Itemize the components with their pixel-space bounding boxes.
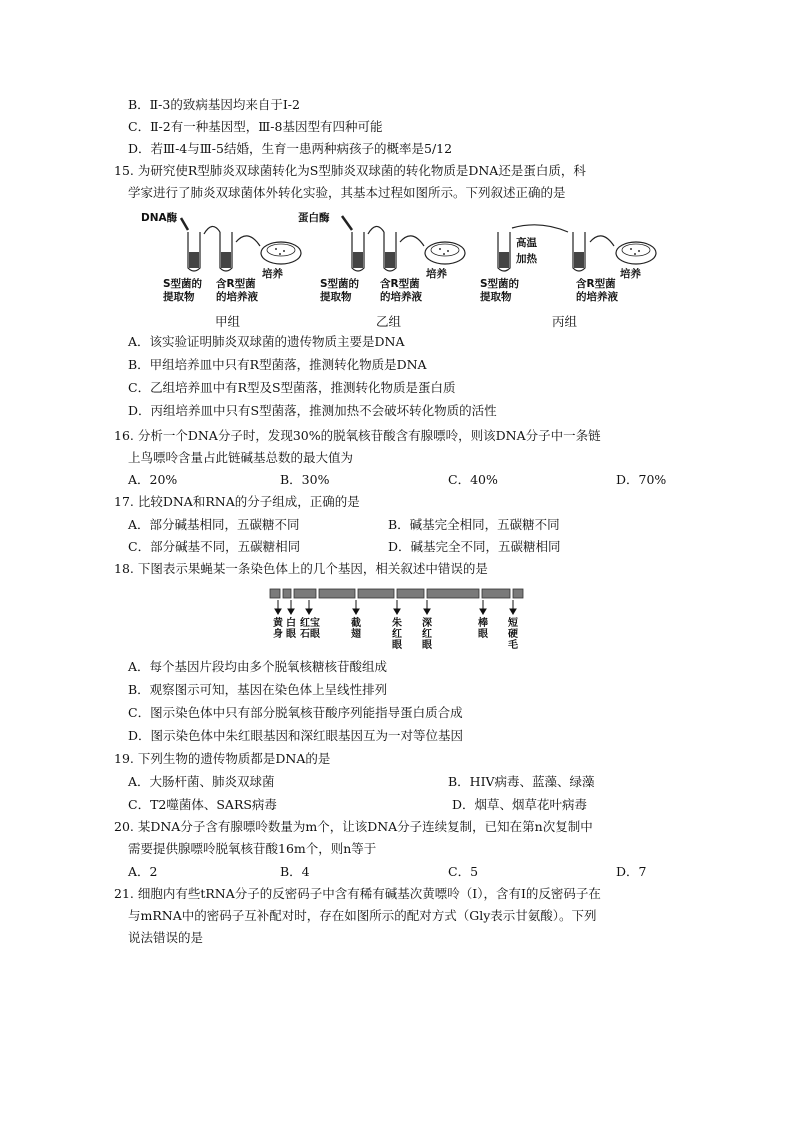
gene-label-short-bristle: 短硬毛 <box>508 618 518 651</box>
yi-dish-label: 培养 <box>426 268 447 280</box>
bing-heat-label-line1: 高温 <box>516 237 537 249</box>
gene-label-ruby-eye: 红宝石眼 <box>300 618 320 640</box>
yi-tube2-label-line1: 含R型菌 <box>380 278 420 290</box>
bing-dish-label: 培养 <box>620 268 641 280</box>
q17-option-d: D．碱基完全不同，五碳糖相同 <box>388 539 561 554</box>
gene-label-bar-eye: 棒眼 <box>478 618 488 640</box>
bing-tube1-label-line1: S型菌的 <box>480 278 520 290</box>
q19-option-a: A．大肠杆菌、肺炎双球菌 <box>128 774 275 789</box>
q14-option-b: B．Ⅱ-3的致病基因均来自于Ⅰ-2 <box>128 97 300 112</box>
jia-tube2-label-line1: 含R型菌 <box>216 278 256 290</box>
jia-group-label: 甲组 <box>215 314 241 329</box>
q20-option-c: C．5 <box>448 864 479 879</box>
q19-option-c: C．T2噬菌体、SARS病毒 <box>128 797 277 812</box>
bing-tube2-label-line2: 的培养液 <box>576 291 618 303</box>
q17-option-a: A．部分碱基相同，五碳糖不同 <box>128 517 300 532</box>
q16-option-a: A．20% <box>128 472 178 487</box>
gene-label-cut-wing: 截翅 <box>351 618 361 640</box>
q21-stem-line1: 21. 细胞内有些tRNA分子的反密码子中含有稀有碱基次黄嘌呤（I），含有I的反密码子在 <box>114 886 601 901</box>
q15-option-d: D．丙组培养皿中只有S型菌落，推测加热不会破坏转化物质的活性 <box>128 403 497 418</box>
q15-option-c: C．乙组培养皿中有R型及S型菌落，推测转化物质是蛋白质 <box>128 380 456 395</box>
jia-tube1-label-line2: 提取物 <box>163 291 195 303</box>
yi-tube2-label-line2: 的培养液 <box>380 291 422 303</box>
q15-stem-line2: 学家进行了肺炎双球菌体外转化实验，其基本过程如图所示。下列叙述正确的是 <box>128 185 566 200</box>
q20-option-d: D．7 <box>616 864 647 879</box>
gene-label-vermilion-eye: 朱红眼 <box>392 618 402 651</box>
q19-option-d: D．烟草、烟草花叶病毒 <box>452 797 588 812</box>
q16-stem-line1: 16. 分析一个DNA分子时，发现30%的脱氧核苷酸含有腺嘌呤，则该DNA分子中一条链 <box>114 428 601 443</box>
bing-heat-label-line2: 加热 <box>516 253 537 265</box>
q17-stem: 17. 比较DNA和RNA的分子组成，正确的是 <box>114 494 360 509</box>
jia-enzyme-label: DNA酶 <box>141 212 178 224</box>
yi-enzyme-label: 蛋白酶 <box>298 212 330 224</box>
yi-tube1-label-line2: 提取物 <box>320 291 352 303</box>
q16-stem-line2: 上鸟嘌呤含量占此链碱基总数的最大值为 <box>128 450 354 465</box>
q16-option-c: C．40% <box>448 472 498 487</box>
q19-option-b: B．HIV病毒、蓝藻、绿藻 <box>448 774 595 789</box>
q21-stem-line2: 与mRNA中的密码子互补配对时，存在如图所示的配对方式（Gly表示甘氨酸）。下列 <box>128 908 597 923</box>
q18-option-a: A．每个基因片段均由多个脱氧核糖核苷酸组成 <box>128 659 388 674</box>
yi-tube1-label-line1: S型菌的 <box>320 278 360 290</box>
jia-tube1-label-line1: S型菌的 <box>163 278 203 290</box>
q18-option-c: C．图示染色体中只有部分脱氧核苷酸序列能指导蛋白质合成 <box>128 705 463 720</box>
q21-stem-line3: 说法错误的是 <box>128 930 204 945</box>
yi-group-label: 乙组 <box>376 314 402 329</box>
gene-label-yellow-body: 黄身 <box>273 618 283 640</box>
bing-tube2-label-line1: 含R型菌 <box>576 278 616 290</box>
q14-option-c: C．Ⅱ-2有一种基因型，Ⅲ-8基因型有四种可能 <box>128 119 383 134</box>
q15-option-a: A．该实验证明肺炎双球菌的遗传物质主要是DNA <box>128 334 405 349</box>
q19-stem: 19. 下列生物的遗传物质都是DNA的是 <box>114 751 331 766</box>
jia-dish-label: 培养 <box>262 268 283 280</box>
q18-option-b: B．观察图示可知，基因在染色体上呈线性排列 <box>128 682 388 697</box>
q15-option-b: B．甲组培养皿中只有R型菌落，推测转化物质是DNA <box>128 357 427 372</box>
q14-option-d: D．若Ⅲ-4与Ⅲ-5结婚，生育一患两种病孩子的概率是5/12 <box>128 141 453 156</box>
q17-option-c: C．部分碱基不同，五碳糖相同 <box>128 539 301 554</box>
gene-label-carmine-eye: 深红眼 <box>422 618 432 651</box>
q15-stem-line1: 15. 为研究使R型肺炎双球菌转化为S型肺炎双球菌的转化物质是DNA还是蛋白质，科 <box>114 163 586 178</box>
q20-option-b: B．4 <box>280 864 310 879</box>
jia-tube2-label-line2: 的培养液 <box>216 291 258 303</box>
q18-option-d: D．图示染色体中朱红眼基因和深红眼基因互为一对等位基因 <box>128 728 464 743</box>
q20-stem-line2: 需要提供腺嘌呤脱氧核苷酸16m个，则n等于 <box>128 841 377 856</box>
q20-option-a: A．2 <box>128 864 158 879</box>
gene-label-white-eye: 白眼 <box>286 618 296 640</box>
bing-tube1-label-line2: 提取物 <box>480 291 512 303</box>
bing-group-label: 丙组 <box>552 314 578 329</box>
q18-stem: 18. 下图表示果蝇某一条染色体上的几个基因，相关叙述中错误的是 <box>114 561 488 576</box>
q16-option-d: D．70% <box>616 472 667 487</box>
q17-option-b: B．碱基完全相同，五碳糖不同 <box>388 517 560 532</box>
q20-stem-line1: 20. 某DNA分子含有腺嘌呤数量为m个，让该DNA分子连续复制，已知在第n次复制中 <box>114 819 593 834</box>
q16-option-b: B．30% <box>280 472 330 487</box>
